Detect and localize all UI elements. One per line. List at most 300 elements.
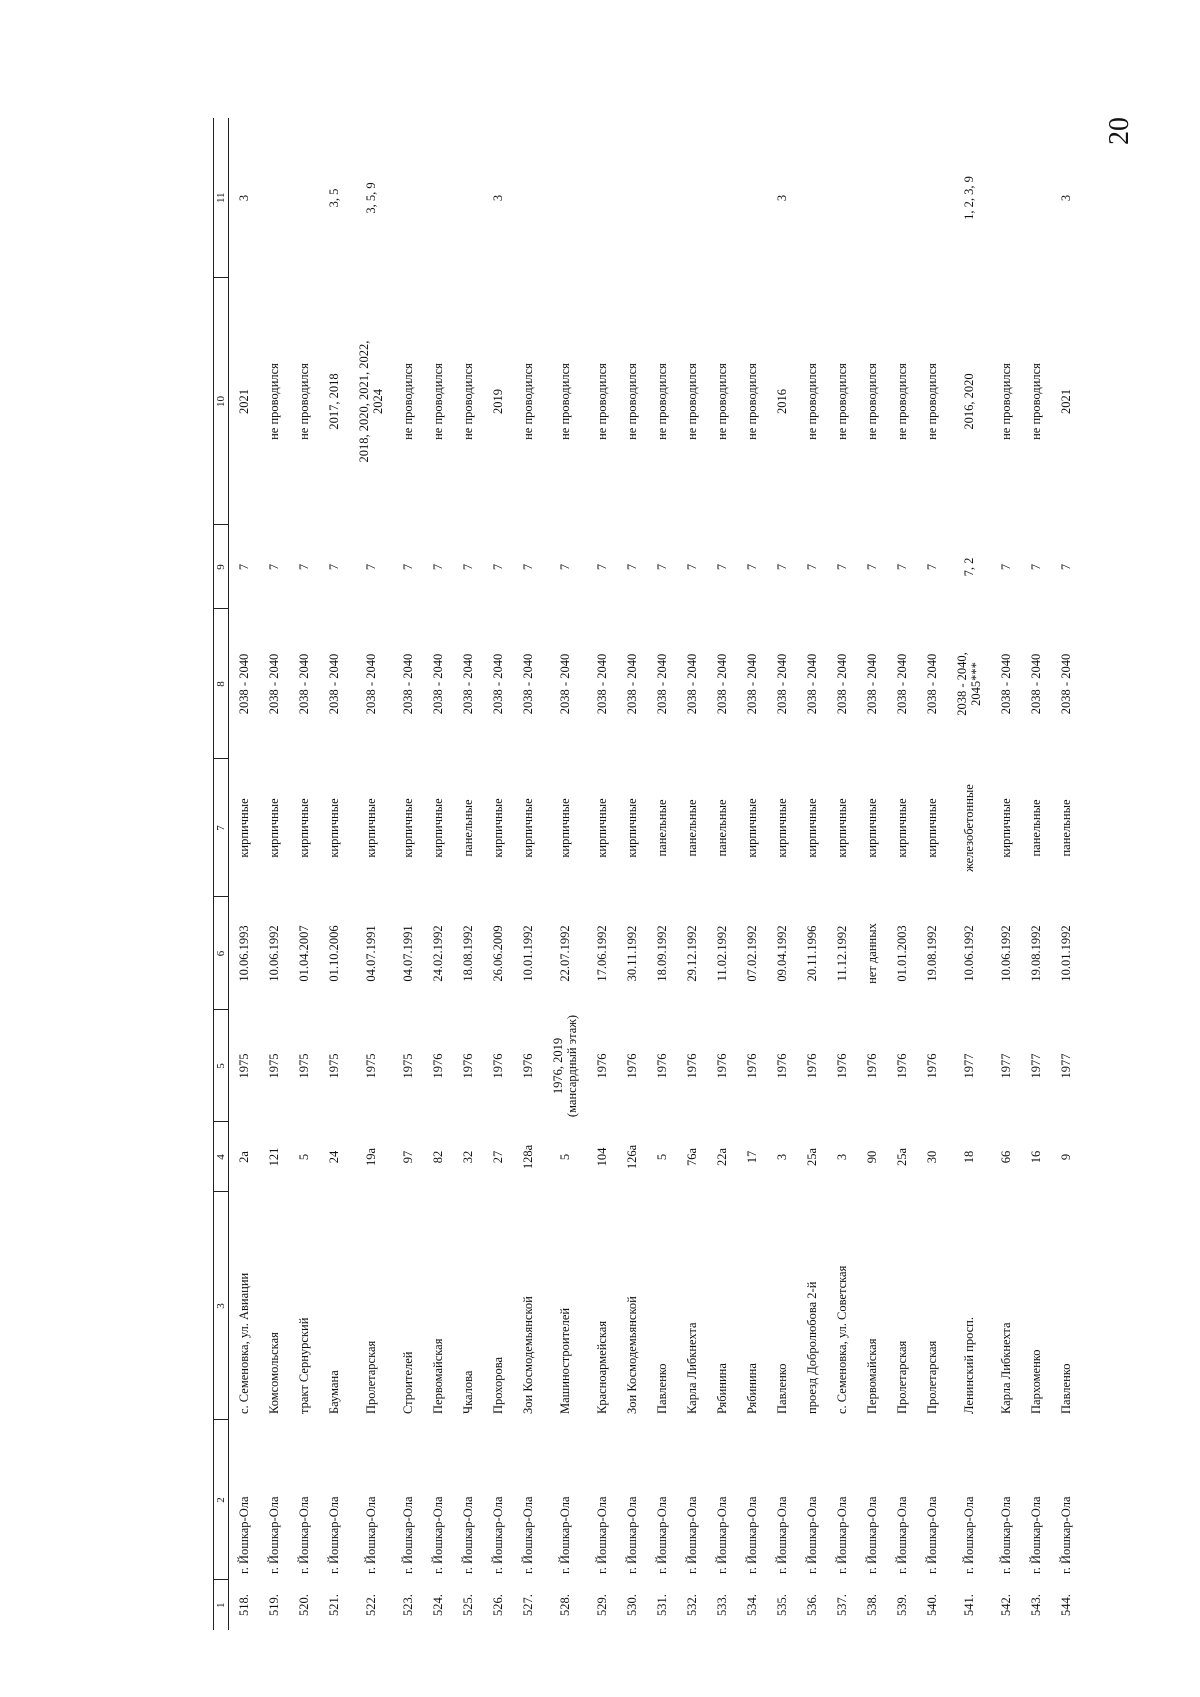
street-cell-text: Павленко — [655, 1363, 669, 1414]
column-9-cell — [737, 525, 767, 609]
column-11-cell — [991, 118, 1021, 278]
repair-period-cell — [393, 609, 423, 759]
wall-material-cell-text: кирпичные — [865, 798, 879, 858]
city-cell — [393, 1420, 423, 1580]
repair-period-cell — [707, 609, 737, 759]
house-number-cell — [707, 1122, 737, 1192]
repairs-done-cell — [827, 278, 857, 525]
row-number-cell-text: 526. — [491, 1594, 505, 1616]
street-cell — [483, 1192, 513, 1420]
wall-material-cell — [887, 759, 917, 897]
column-9-cell-text: 7 — [835, 563, 849, 571]
column-9-cell — [647, 525, 677, 609]
house-number-cell — [991, 1122, 1021, 1192]
wall-material-cell-text: панельные — [1029, 799, 1043, 857]
street-cell — [393, 1192, 423, 1420]
build-year-cell-text: 1976 — [461, 1053, 475, 1079]
column-11-cell-text: 3 — [775, 194, 789, 202]
build-year-cell-text: 1976 — [865, 1053, 879, 1079]
column-9-cell-text: 7 — [805, 563, 819, 571]
build-year-cell — [513, 1010, 543, 1122]
table-row — [991, 118, 1021, 1630]
city-cell — [543, 1420, 587, 1580]
house-number-cell — [513, 1122, 543, 1192]
street-cell-text: Рябинина — [745, 1363, 759, 1414]
row-number-cell-text: 525. — [461, 1594, 475, 1616]
page-number: 20 — [1104, 117, 1135, 145]
repairs-done-cell-text: не проводился — [715, 363, 729, 440]
row-number-cell-text: 534. — [745, 1594, 759, 1616]
date-cell — [917, 897, 947, 1010]
column-11-cell — [483, 118, 513, 278]
date-cell-text: нет данных — [865, 923, 879, 984]
column-header: 9 — [214, 525, 229, 609]
column-header: 7 — [214, 759, 229, 897]
repairs-done-cell — [319, 278, 349, 525]
street-cell-text: Чкалова — [461, 1370, 475, 1414]
build-year-cell — [677, 1010, 707, 1122]
street-cell — [513, 1192, 543, 1420]
repairs-done-cell-text: 2021 — [1059, 389, 1073, 414]
city-cell — [587, 1420, 617, 1580]
row-number-cell — [827, 1580, 857, 1630]
column-9-cell-text: 7 — [237, 563, 251, 571]
column-11-cell — [349, 118, 393, 278]
street-cell — [737, 1192, 767, 1420]
city-cell-text: г. Йошкар-Ола — [805, 1496, 819, 1574]
repairs-done-cell — [423, 278, 453, 525]
house-number-cell — [647, 1122, 677, 1192]
house-number-cell-text: 30 — [925, 1150, 939, 1164]
column-9-cell — [453, 525, 483, 609]
date-cell-text: 10.06.1992 — [962, 925, 976, 982]
column-11-cell — [423, 118, 453, 278]
house-number-cell-text: 5 — [297, 1153, 311, 1161]
repairs-done-cell-text: не проводился — [431, 363, 445, 440]
column-header: 3 — [214, 1192, 229, 1420]
column-11-cell-text: 1, 2, 3, 9 — [962, 176, 976, 220]
column-9-cell-text: 7 — [297, 563, 311, 571]
column-9-cell — [677, 525, 707, 609]
street-cell-text: Карла Либкнехта — [685, 1322, 699, 1414]
date-cell-text: 01.10.2006 — [327, 925, 341, 982]
repair-period-cell-text: 2038 - 2040 — [685, 653, 699, 715]
date-cell — [453, 897, 483, 1010]
house-number-cell — [947, 1122, 991, 1192]
build-year-cell — [947, 1010, 991, 1122]
repair-period-cell-text: 2038 - 2040 — [625, 653, 639, 715]
table-row — [677, 118, 707, 1630]
repairs-done-cell — [797, 278, 827, 525]
table-row — [917, 118, 947, 1630]
repairs-done-cell — [229, 278, 260, 525]
street-cell — [587, 1192, 617, 1420]
repair-period-cell — [677, 609, 707, 759]
wall-material-cell — [423, 759, 453, 897]
repair-period-cell-text: 2038 - 2040 — [558, 653, 572, 715]
column-11-cell — [917, 118, 947, 278]
repair-period-cell-text: 2038 - 2040 — [1059, 653, 1073, 715]
city-cell-text: г. Йошкар-Ола — [521, 1496, 535, 1574]
date-cell — [289, 897, 319, 1010]
repair-period-cell-text: 2038 - 2040 — [805, 653, 819, 715]
column-9-cell — [857, 525, 887, 609]
build-year-cell-text: 1976 — [431, 1053, 445, 1079]
table-row — [319, 118, 349, 1630]
row-number-cell — [767, 1580, 797, 1630]
repair-period-cell — [887, 609, 917, 759]
table-row — [259, 118, 289, 1630]
street-cell — [617, 1192, 647, 1420]
wall-material-cell-text: кирпичные — [327, 798, 341, 858]
build-year-cell-text: 1976 — [745, 1053, 759, 1079]
house-number-cell-text: 5 — [655, 1153, 669, 1161]
repair-period-cell — [827, 609, 857, 759]
city-cell-text: г. Йошкар-Ола — [237, 1496, 251, 1574]
repairs-done-cell-text: 2021 — [237, 389, 251, 414]
date-cell-text: 04.07.1991 — [401, 925, 415, 982]
row-number-cell-text: 536. — [805, 1594, 819, 1616]
house-number-cell-text: 90 — [865, 1150, 879, 1164]
table-row — [617, 118, 647, 1630]
repairs-done-cell — [543, 278, 587, 525]
column-9-cell — [229, 525, 260, 609]
build-year-cell-text: 1975 — [237, 1053, 251, 1079]
column-11-cell — [887, 118, 917, 278]
city-cell-text: г. Йошкар-Ола — [962, 1496, 976, 1574]
column-9-cell — [827, 525, 857, 609]
row-number-cell-text: 535. — [775, 1594, 789, 1616]
street-cell — [767, 1192, 797, 1420]
column-9-cell — [991, 525, 1021, 609]
city-cell — [647, 1420, 677, 1580]
table-row — [483, 118, 513, 1630]
build-year-cell-text: 1977 — [1029, 1053, 1043, 1079]
city-cell-text: г. Йошкар-Ола — [491, 1496, 505, 1574]
date-cell — [349, 897, 393, 1010]
house-number-cell — [857, 1122, 887, 1192]
repair-period-cell — [947, 609, 991, 759]
wall-material-cell-text: кирпичные — [491, 798, 505, 858]
build-year-cell — [543, 1010, 587, 1122]
house-number-cell-text: 19а — [364, 1147, 378, 1167]
city-cell-text: г. Йошкар-Ола — [655, 1496, 669, 1574]
city-cell-text: г. Йошкар-Ола — [775, 1496, 789, 1574]
repair-period-cell-text: 2038 - 2040 — [491, 653, 505, 715]
table-body — [229, 118, 1082, 1630]
row-number-cell — [319, 1580, 349, 1630]
column-9-cell-text: 7, 2 — [962, 557, 976, 577]
column-9-cell-text: 7 — [267, 563, 281, 571]
column-9-cell-text: 7 — [715, 563, 729, 571]
house-number-cell-text: 27 — [491, 1150, 505, 1164]
date-cell — [947, 897, 991, 1010]
wall-material-cell-text: кирпичные — [558, 798, 572, 858]
column-11-cell — [647, 118, 677, 278]
city-cell-text: г. Йошкар-Ола — [999, 1496, 1013, 1574]
house-number-cell-text: 3 — [775, 1153, 789, 1161]
repair-period-cell — [453, 609, 483, 759]
build-year-cell — [737, 1010, 767, 1122]
city-cell-text: г. Йошкар-Ола — [401, 1496, 415, 1574]
date-cell — [229, 897, 260, 1010]
column-9-cell — [513, 525, 543, 609]
row-number-cell — [349, 1580, 393, 1630]
house-number-cell — [797, 1122, 827, 1192]
house-number-cell-text: 66 — [999, 1150, 1013, 1164]
repairs-done-cell-text: не проводился — [805, 363, 819, 440]
house-number-cell — [617, 1122, 647, 1192]
street-cell-text: Павленко — [1059, 1363, 1073, 1414]
build-year-cell-text: 1976 — [805, 1053, 819, 1079]
row-number-cell — [647, 1580, 677, 1630]
date-cell — [259, 897, 289, 1010]
repair-period-cell — [587, 609, 617, 759]
street-cell-text: с. Семеновка, ул. Авиации — [237, 1272, 251, 1414]
repairs-done-cell — [991, 278, 1021, 525]
date-cell — [617, 897, 647, 1010]
house-number-cell-text: 121 — [267, 1147, 281, 1167]
city-cell — [349, 1420, 393, 1580]
repair-period-cell — [857, 609, 887, 759]
repair-period-cell — [991, 609, 1021, 759]
city-cell-text: г. Йошкар-Ола — [625, 1496, 639, 1574]
build-year-cell — [289, 1010, 319, 1122]
date-cell — [513, 897, 543, 1010]
repairs-done-cell-text-line2: 2024 — [371, 389, 385, 414]
house-number-cell — [677, 1122, 707, 1192]
repair-period-cell-text: 2038 - 2040 — [461, 653, 475, 715]
column-11-cell — [767, 118, 797, 278]
column-9-cell-text: 7 — [595, 563, 609, 571]
street-cell — [947, 1192, 991, 1420]
city-cell — [707, 1420, 737, 1580]
street-cell-text: Ленинский просп. — [962, 1317, 976, 1414]
build-year-cell-text: 1976 — [715, 1053, 729, 1079]
wall-material-cell-text: кирпичные — [267, 798, 281, 858]
table-row — [423, 118, 453, 1630]
wall-material-cell-text: кирпичные — [297, 798, 311, 858]
wall-material-cell — [289, 759, 319, 897]
house-number-cell-text: 76а — [685, 1147, 699, 1167]
build-year-cell — [393, 1010, 423, 1122]
repair-period-cell-text: 2038 - 2040 — [327, 653, 341, 715]
house-number-cell — [393, 1122, 423, 1192]
street-cell — [887, 1192, 917, 1420]
column-9-cell — [917, 525, 947, 609]
city-cell — [797, 1420, 827, 1580]
build-year-cell-text-line2: (мансардный этаж) — [565, 1014, 579, 1118]
repair-period-cell-text: 2038 - 2040 — [775, 653, 789, 715]
column-9-cell-text: 7 — [461, 563, 475, 571]
build-year-cell — [707, 1010, 737, 1122]
street-cell-text: Прохорова — [491, 1356, 505, 1414]
row-number-cell — [513, 1580, 543, 1630]
column-9-cell — [393, 525, 423, 609]
date-cell-text: 07.02.1992 — [745, 925, 759, 982]
wall-material-cell-text: панельные — [685, 799, 699, 857]
wall-material-cell — [229, 759, 260, 897]
column-9-cell — [617, 525, 647, 609]
date-cell-text: 19.08.1992 — [1029, 925, 1043, 982]
street-cell — [229, 1192, 260, 1420]
column-9-cell — [1021, 525, 1051, 609]
row-number-cell — [797, 1580, 827, 1630]
street-cell — [707, 1192, 737, 1420]
wall-material-cell-text: кирпичные — [431, 798, 445, 858]
date-cell-text: 19.08.1992 — [925, 925, 939, 982]
repair-period-cell — [917, 609, 947, 759]
repair-period-cell-text: 2038 - 2040 — [364, 653, 378, 715]
row-number-cell-text: 527. — [521, 1594, 535, 1616]
column-9-cell-text: 7 — [745, 563, 759, 571]
date-cell-text: 24.02.1992 — [431, 925, 445, 982]
column-9-cell — [543, 525, 587, 609]
street-cell-text: Карла Либкнехта — [999, 1322, 1013, 1414]
wall-material-cell-text: панельные — [655, 799, 669, 857]
repairs-done-cell-text: не проводился — [558, 363, 572, 440]
row-number-cell-text: 524. — [431, 1594, 445, 1616]
wall-material-cell — [827, 759, 857, 897]
column-9-cell — [947, 525, 991, 609]
repair-period-cell — [259, 609, 289, 759]
build-year-cell — [797, 1010, 827, 1122]
wall-material-cell — [1021, 759, 1051, 897]
build-year-cell-text: 1975 — [401, 1053, 415, 1079]
wall-material-cell-text: кирпичные — [805, 798, 819, 858]
wall-material-cell-text: панельные — [1059, 799, 1073, 857]
house-number-cell-text: 82 — [431, 1150, 445, 1164]
column-11-cell — [1051, 118, 1081, 278]
city-cell-text: г. Йошкар-Ола — [835, 1496, 849, 1574]
street-cell — [857, 1192, 887, 1420]
repair-period-cell — [229, 609, 260, 759]
column-9-cell-text: 7 — [558, 563, 572, 571]
column-9-cell-text: 7 — [364, 563, 378, 571]
city-cell — [259, 1420, 289, 1580]
repair-period-cell-text-line2: 2045*** — [969, 662, 983, 706]
wall-material-cell — [513, 759, 543, 897]
city-cell-text: г. Йошкар-Ола — [1059, 1496, 1073, 1574]
repairs-done-cell-text: 2017, 2018 — [327, 373, 341, 430]
build-year-cell-text: 1976 — [625, 1053, 639, 1079]
row-number-cell-text: 518. — [237, 1594, 251, 1616]
build-year-cell — [917, 1010, 947, 1122]
row-number-cell-text: 522. — [364, 1594, 378, 1616]
house-number-cell — [587, 1122, 617, 1192]
city-cell — [887, 1420, 917, 1580]
column-11-cell — [707, 118, 737, 278]
city-cell — [767, 1420, 797, 1580]
date-cell-text: 10.01.1992 — [1059, 925, 1073, 982]
column-header: 4 — [214, 1122, 229, 1192]
repairs-done-cell — [1021, 278, 1051, 525]
wall-material-cell — [617, 759, 647, 897]
row-number-cell-text: 532. — [685, 1594, 699, 1616]
repair-period-cell-text: 2038 - 2040, — [955, 652, 969, 716]
column-9-cell — [319, 525, 349, 609]
house-number-cell — [767, 1122, 797, 1192]
repair-period-cell-text: 2038 - 2040 — [895, 653, 909, 715]
repairs-done-cell — [259, 278, 289, 525]
wall-material-cell-text: кирпичные — [595, 798, 609, 858]
column-header: 5 — [214, 1010, 229, 1122]
row-number-cell-text: 541. — [962, 1594, 976, 1616]
date-cell-text: 10.06.1992 — [267, 925, 281, 982]
table-row — [827, 118, 857, 1630]
street-cell-text: Комсомольская — [267, 1332, 281, 1414]
table-row — [737, 118, 767, 1630]
wall-material-cell — [319, 759, 349, 897]
city-cell — [991, 1420, 1021, 1580]
city-cell — [617, 1420, 647, 1580]
build-year-cell-text: 1976 — [895, 1053, 909, 1079]
date-cell — [1051, 897, 1081, 1010]
repair-period-cell-text: 2038 - 2040 — [401, 653, 415, 715]
column-11-cell — [587, 118, 617, 278]
column-9-cell-text: 7 — [521, 563, 535, 571]
city-cell — [1021, 1420, 1051, 1580]
repairs-done-cell — [887, 278, 917, 525]
city-cell-text: г. Йошкар-Ола — [327, 1496, 341, 1574]
repairs-done-cell-text: не проводился — [461, 363, 475, 440]
table-row — [1021, 118, 1051, 1630]
wall-material-cell — [453, 759, 483, 897]
row-number-cell — [289, 1580, 319, 1630]
row-number-cell-text: 529. — [595, 1594, 609, 1616]
house-number-cell-text: 2а — [237, 1151, 251, 1163]
build-year-cell-text: 1976 — [491, 1053, 505, 1079]
build-year-cell-text: 1976 — [835, 1053, 849, 1079]
house-number-cell — [917, 1122, 947, 1192]
column-header: 2 — [214, 1420, 229, 1580]
column-9-cell-text: 7 — [685, 563, 699, 571]
build-year-cell-text: 1976 — [595, 1053, 609, 1079]
house-number-cell — [827, 1122, 857, 1192]
repairs-done-cell-text: 2018, 2020, 2021, 2022, — [357, 340, 371, 463]
column-9-cell-text: 7 — [401, 563, 415, 571]
row-number-cell — [677, 1580, 707, 1630]
street-cell-text: Строителей — [401, 1351, 415, 1414]
repair-period-cell-text: 2038 - 2040 — [521, 653, 535, 715]
build-year-cell — [827, 1010, 857, 1122]
wall-material-cell — [707, 759, 737, 897]
wall-material-cell-text: кирпичные — [835, 798, 849, 858]
wall-material-cell — [587, 759, 617, 897]
repairs-done-cell-text: не проводился — [655, 363, 669, 440]
column-11-cell — [513, 118, 543, 278]
row-number-cell — [991, 1580, 1021, 1630]
row-number-cell-text: 530. — [625, 1594, 639, 1616]
repairs-done-cell-text: не проводился — [835, 363, 849, 440]
city-cell — [483, 1420, 513, 1580]
wall-material-cell-text: панельные — [715, 799, 729, 857]
date-cell — [647, 897, 677, 1010]
row-number-cell — [1021, 1580, 1051, 1630]
city-cell-text: г. Йошкар-Ола — [364, 1496, 378, 1574]
city-cell-text: г. Йошкар-Ола — [865, 1496, 879, 1574]
repair-period-cell — [513, 609, 543, 759]
wall-material-cell — [737, 759, 767, 897]
street-cell-text: Пархоменко — [1029, 1349, 1043, 1414]
column-11-cell — [453, 118, 483, 278]
column-9-cell — [887, 525, 917, 609]
row-number-cell — [229, 1580, 260, 1630]
table-row — [1051, 118, 1081, 1630]
house-number-cell-text: 22а — [715, 1147, 729, 1167]
build-year-cell-text: 1976 — [775, 1053, 789, 1079]
row-number-cell-text: 531. — [655, 1594, 669, 1616]
